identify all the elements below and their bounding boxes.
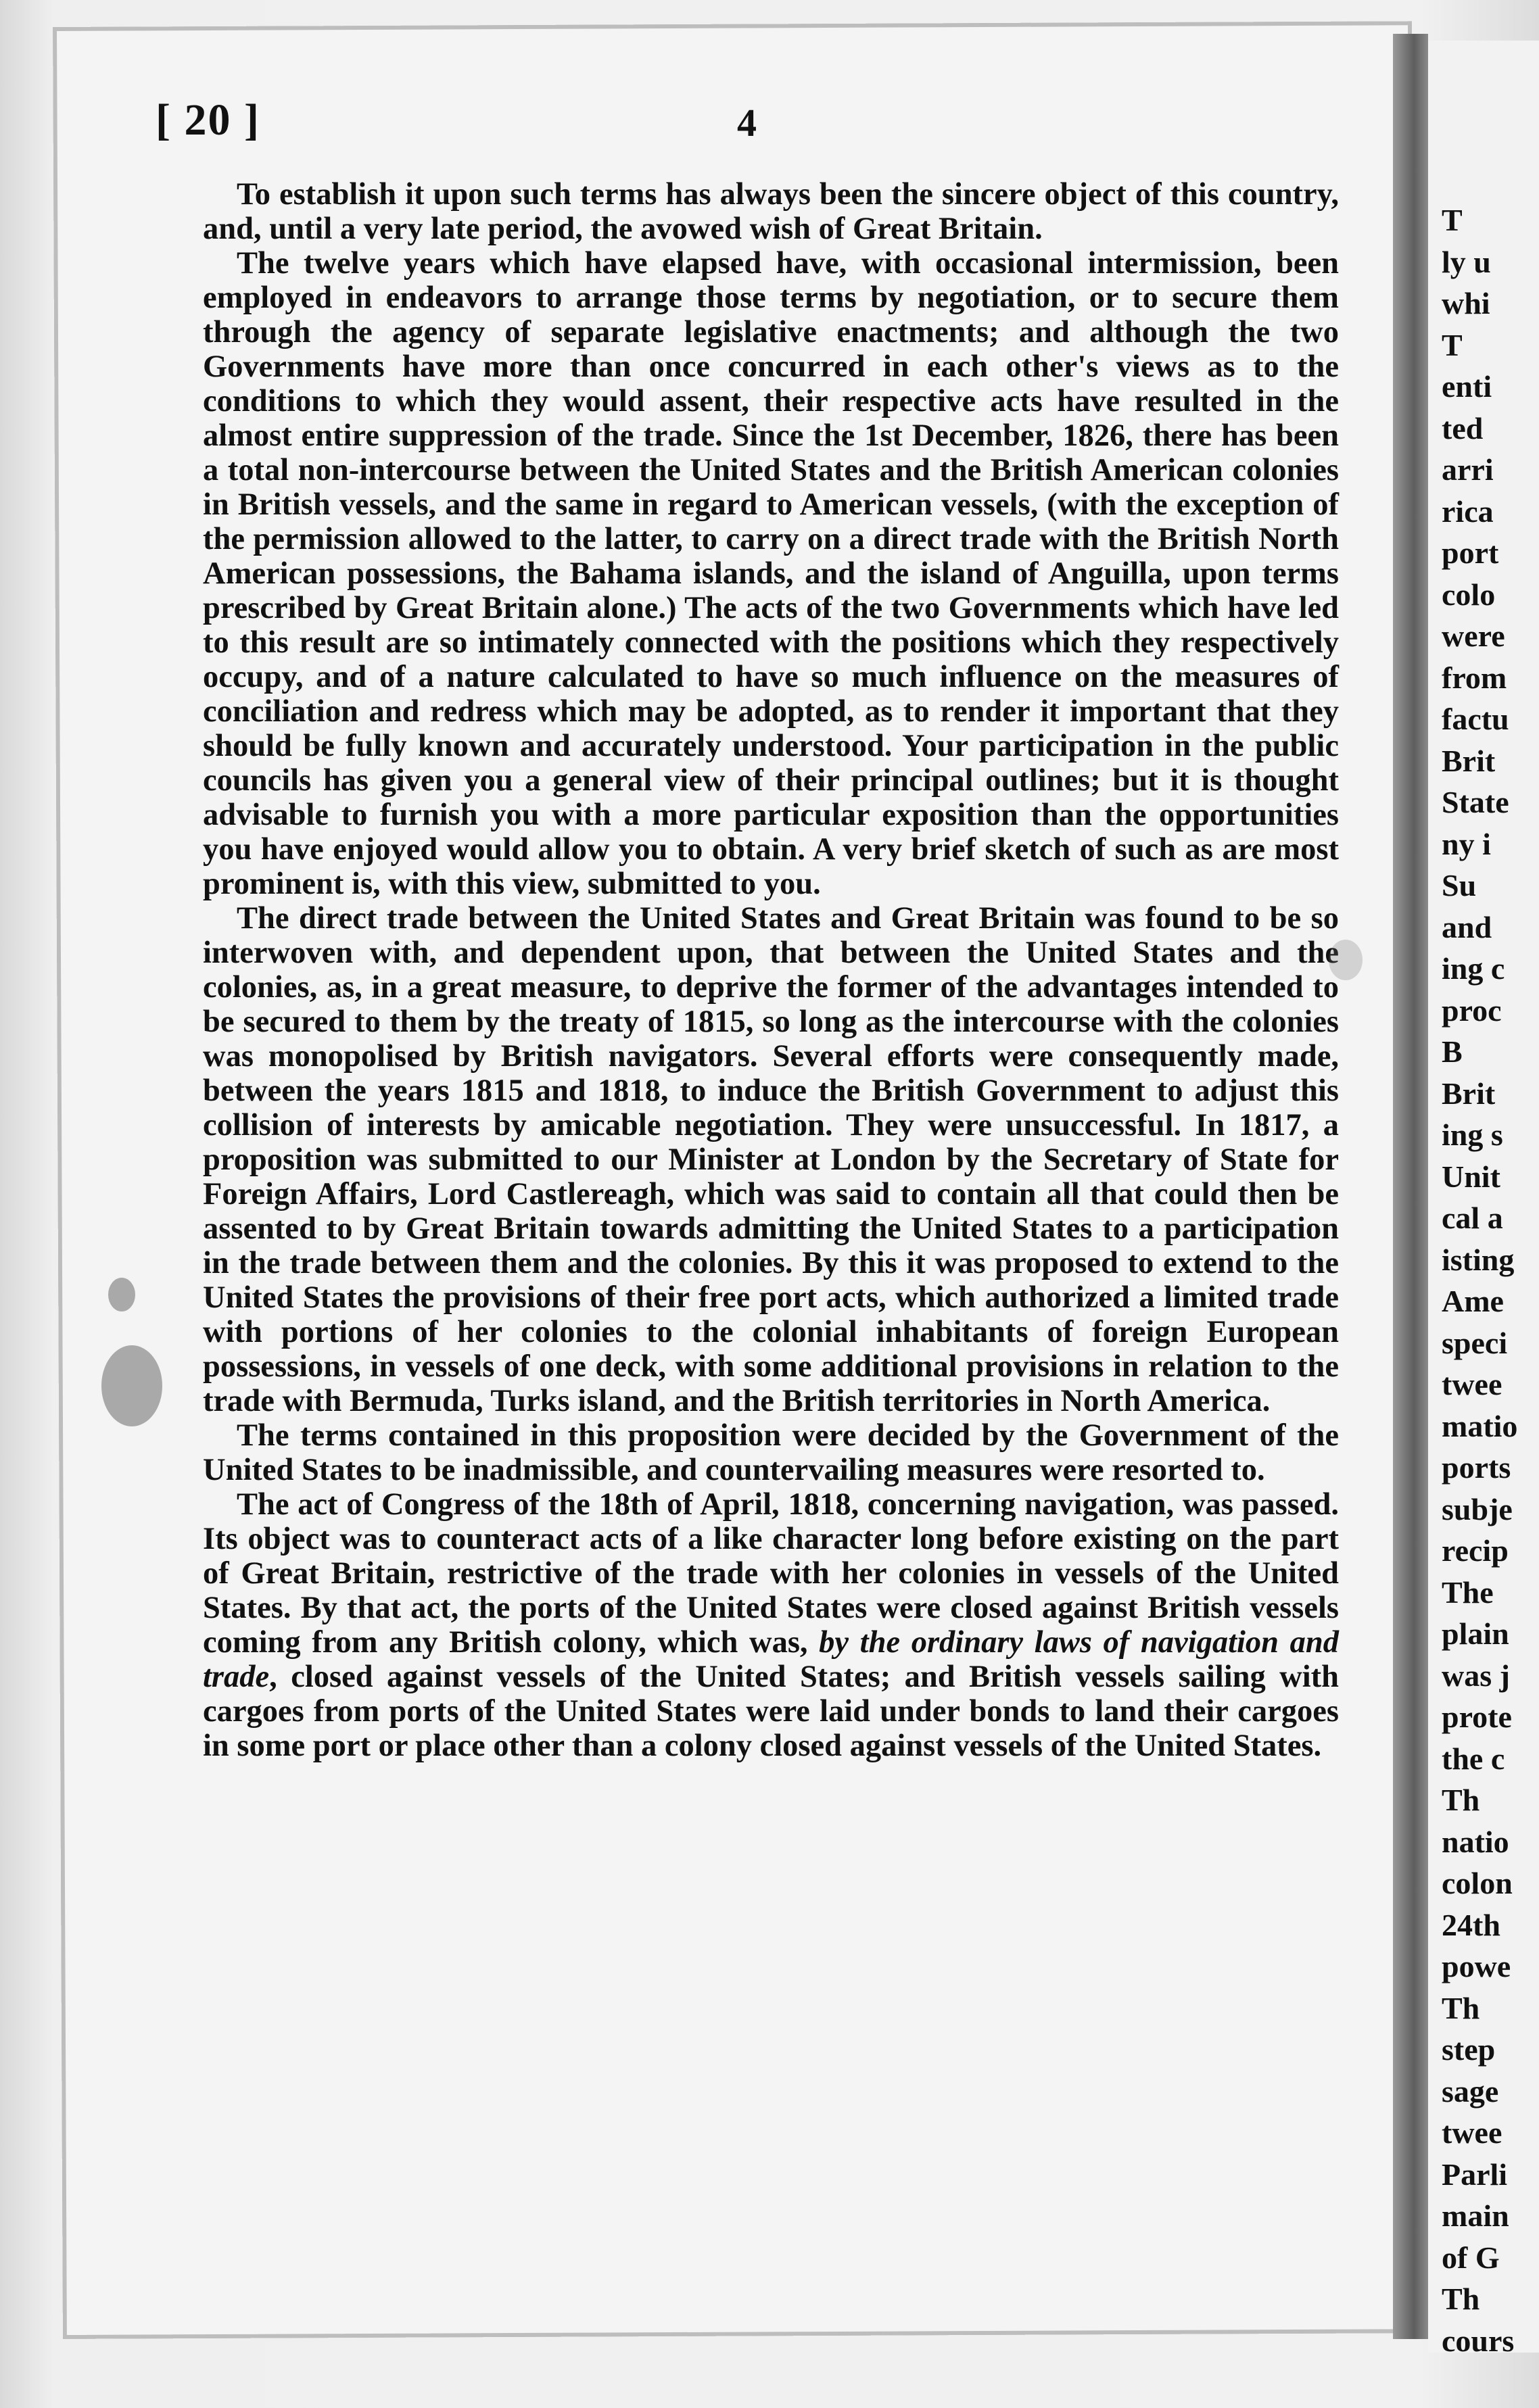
next-page-fragment: Su (1442, 868, 1477, 902)
next-page-fragment: isting (1442, 1242, 1515, 1277)
next-page-fragment: subje (1442, 1491, 1513, 1526)
next-page-fragment: step (1442, 2032, 1496, 2067)
next-page-fragment: Brit (1442, 743, 1496, 778)
next-page-fragment: ing c (1442, 951, 1505, 986)
italic-phrase: by the ordinary laws of navigation and trade (203, 1625, 1339, 1694)
paragraph-text: The act of Congress of the 18th of April, 1818, concerning navigation, was passed. Its object was to counteract acts of a like character long before existing on the part of Great Britain, restrictive of the trade with her colonies in vessels of the United States. By that act, the ports of the United States were closed against British vessels coming from any British colony, which was, (203, 1487, 1339, 1660)
next-page-fragment: T (1442, 203, 1463, 237)
paragraph: The twelve years which have elapsed have, with occasional intermission, been employed in endeavors to arrange those terms by negotiation, or to secure them through the agency of separate legislative enactments; and although the two Governments have more than once concurred in each other's views as to the conditions to which they would assent, their respective acts have resulted in the almost entire suppression of the trade. Since the 1st December, 1826, there has been a total non-intercourse between the United States and the British American colonies in British vessels, and the same in regard to American vessels, (with the exception of the permission allowed to the latter, to carry on a direct trade with the British North American possessions, the Bahama islands, and the island of Anguilla, upon terms prescribed by Great Britain alone.) The acts of the two Governments which have led to this result are so intimately connected with the positions which they respectively occupy, and of a nature calculated to have so much influence on the measures of conciliation and redress which may be adopted, as to render it important that they should be fully known and accurately understood. Your participation in the public councils has given you a general view of their principal outlines; but it is thought advisable to furnish you with a more particular exposition than the opportunities you have enjoyed would allow you to obtain. A very brief sketch of such as are most prominent is, with this view, submitted to you. (203, 246, 1339, 901)
next-page-fragment: main (1442, 2198, 1509, 2233)
next-page-fragment: matio (1442, 1408, 1518, 1443)
next-page-edge (1428, 41, 1539, 2353)
next-page-fragment: arri (1442, 452, 1494, 487)
paragraph-last (203, 1487, 1339, 1763)
next-page-fragment: enti (1442, 369, 1492, 404)
next-page-fragment: and (1442, 909, 1492, 944)
page-gutter (1393, 34, 1428, 2339)
next-page-fragment: proc (1442, 992, 1502, 1028)
next-page-fragment: Unit (1442, 1159, 1500, 1194)
next-page-fragment: Th (1442, 1990, 1480, 2025)
paragraph-text: , closed against vessels of the United States; and British vessels sailing with cargoes from ports of the United States were laid under bonds to land their cargoes in some port or place other than a colony closed against vessels of the United States. (203, 1660, 1339, 1763)
next-page-fragment: ports (1442, 1450, 1511, 1485)
next-page-fragment: prote (1442, 1700, 1512, 1734)
next-page-fragment: recip (1442, 1533, 1509, 1568)
next-page-fragment: colo (1442, 577, 1496, 612)
next-page-fragment: B (1442, 1034, 1463, 1069)
next-page-fragment: rica (1442, 493, 1494, 529)
next-page-fragment: natio (1442, 1824, 1509, 1859)
next-page-fragment: Ame (1442, 1284, 1504, 1318)
next-page-fragment: cal a (1442, 1201, 1503, 1235)
next-page-fragment: were (1442, 619, 1505, 653)
next-page-fragment: of G (1442, 2240, 1500, 2275)
next-page-fragment: twee (1442, 1367, 1502, 1401)
next-page-fragment: colon (1442, 1866, 1513, 1900)
paragraph: The terms contained in this proposition were decided by the Government of the United States to be inadmissible, and countervailing measures were resorted to. (203, 1418, 1339, 1487)
next-page-fragment: The (1442, 1574, 1494, 1610)
body-text (203, 177, 1339, 1763)
ink-blot (108, 1278, 135, 1311)
next-page-fragment: Brit (1442, 1076, 1496, 1111)
signature-mark: [ 20 ] (156, 95, 260, 145)
next-page-fragment: ny i (1442, 826, 1491, 861)
next-page-fragment: ing s (1442, 1117, 1503, 1152)
next-page-fragment: the c (1442, 1741, 1505, 1776)
next-page-fragment: port (1442, 535, 1499, 570)
next-page-fragment: was j (1442, 1658, 1510, 1693)
next-page-fragment: plain (1442, 1616, 1509, 1651)
next-page-fragment: whi (1442, 286, 1490, 320)
next-page-fragment: T (1442, 327, 1463, 362)
next-page-fragment: ly u (1442, 244, 1491, 279)
page-number: 4 (737, 101, 757, 145)
next-page-fragment: Th (1442, 1783, 1480, 1817)
paragraph: The direct trade between the United States and Great Britain was found to be so interwoven with, and dependent upon, that between the United States and the colonies, as, in a great measure, to deprive the former of the advantages intended to be secured to them by the treaty of 1815, so long as the intercourse with the colonies was monopolised by British navigators. Several efforts were consequently made, between the years 1815 and 1818, to induce the British Government to adjust this collision of interests by amicable negotiation. They were unsuccessful. In 1817, a proposition was submitted to our Minister at London by the Secretary of State for Foreign Affairs, Lord Castlereagh, which was said to contain all that could then be assented to by Great Britain towards admitting the United States to a participation in the trade between them and the colonies. By this it was proposed to extend to the United States the provisions of their free port acts, which authorized a limited trade with portions of her colonies to the colonial inhabitants of foreign European possessions, in vessels of one deck, with some additional provisions in relation to the trade with Bermuda, Turks island, and the British territories in North America. (203, 901, 1339, 1418)
next-page-fragment: 24th (1442, 1907, 1500, 1942)
next-page-fragment: Parli (1442, 2157, 1508, 2192)
ink-blot (1329, 940, 1363, 980)
next-page-fragment: ted (1442, 410, 1484, 446)
next-page-fragment: twee (1442, 2115, 1502, 2150)
next-page-fragment: Th (1442, 2282, 1480, 2316)
next-page-fragment: factu (1442, 702, 1509, 736)
next-page-fragment: speci (1442, 1325, 1508, 1360)
next-page-fragment: from (1442, 660, 1507, 695)
page-header (156, 95, 1305, 155)
paragraph: To establish it upon such terms has always been the sincere object of this country, and, until a very late period, the avowed wish of Great Britain. (203, 177, 1339, 246)
next-page-fragment: powe (1442, 1949, 1511, 1983)
ink-blot (101, 1345, 162, 1426)
next-page-fragment: cours (1442, 2323, 1515, 2353)
next-page-fragment: State (1442, 785, 1509, 819)
next-page-fragment: sage (1442, 2073, 1499, 2109)
